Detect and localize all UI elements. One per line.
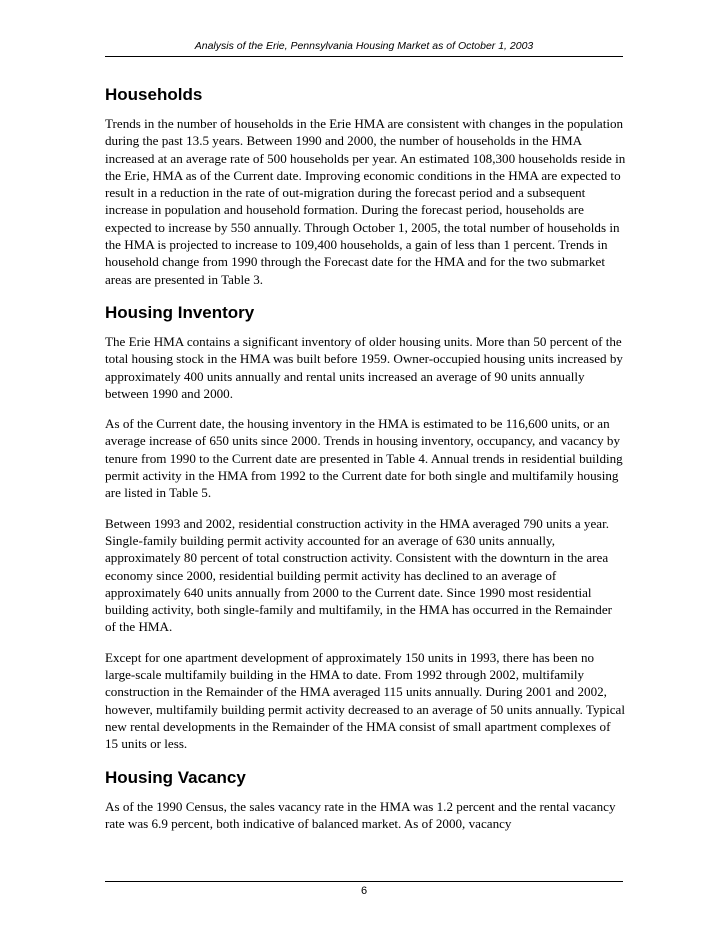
paragraph: The Erie HMA contains a significant inventory of older housing units. More than 50 percent of the total housing stock in the HMA was built before 1959. Owner-occupied housing units increased by approximately 400 units annually and rental units increased an average of 90 units annually between 1990 and 2000.: [105, 333, 623, 401]
section-heading: Housing Vacancy: [105, 767, 246, 787]
section-heading: Housing Inventory: [105, 302, 255, 322]
paragraph: Except for one apartment development of approximately 150 units in 1993, there has been no large-scale multifamily building in the HMA to date. From 1992 through 2002, multifamily construction in the Remainder of the HMA averaged 115 units annually. During 2001 and 2002, however, multifamily building permit activity decreased to an average of 50 units annually. Typical new rental developments in the Remainder of the HMA consist of small apartment complexes of 15 units or less.: [105, 649, 625, 752]
footer-rule: [105, 881, 623, 882]
paragraph: Between 1993 and 2002, residential construction activity in the HMA averaged 790 units a year. Single-family building permit activity accounted for an average of 630 units annually, approximately 80 percent of total construction activity. Consistent with the downturn in the area economy since 2000, residential building permit activity has declined to an average of approximately 640 units annually from 2000 to the Current date. Since 1990 most residential building activity, both single-family and multifamily, in the HMA has occurred in the Remainder of the HMA.: [105, 515, 613, 635]
page-number: 6: [360, 885, 368, 897]
paragraph: As of the Current date, the housing inventory in the HMA is estimated to be 116,600 units, or an average increase of 650 units since 2000. Trends in housing inventory, occupancy, and vacancy by tenure from 1990 to the Current date are presented in Table 4. Annual trends in residential building permit activity in the HMA from 1992 to the Current date for both single and multifamily housing are listed in Table 5.: [105, 416, 623, 501]
paragraph: Trends in the number of households in the Erie HMA are consistent with changes in the population during the past 13.5 years. Between 1990 and 2000, the number of households in the HMA increased at an average rate of 500 households per year. An estimated 108,300 households reside in the Erie, HMA as of the Current date. Improving economic conditions in the HMA are expected to result in a reduction in the rate of out-migration during the forecast period and a subsequent increase in population and household formation. During the forecast period, households are expected to increase by 550 annually. Through October 1, 2005, the total number of households in the HMA is projected to increase to 109,400 households, a gain of less than 1 percent. Trends in household change from 1990 through the Forecast date for the HMA and for the two submarket areas are presented in Table 3.: [105, 116, 626, 287]
section-housing-inventory: [105, 301, 626, 753]
section-housing-vacancy: [105, 766, 626, 833]
section-households: [105, 83, 626, 288]
paragraph: As of the 1990 Census, the sales vacancy rate in the HMA was 1.2 percent and the rental vacancy rate was 6.9 percent, both indicative of balanced market. As of 2000, vacancy: [105, 798, 616, 831]
running-header: Analysis of the Erie, Pennsylvania Housing Market as of October 1, 2003: [194, 40, 534, 52]
document-body: [105, 83, 626, 845]
section-heading: Households: [105, 85, 203, 104]
header-rule: [105, 56, 623, 57]
